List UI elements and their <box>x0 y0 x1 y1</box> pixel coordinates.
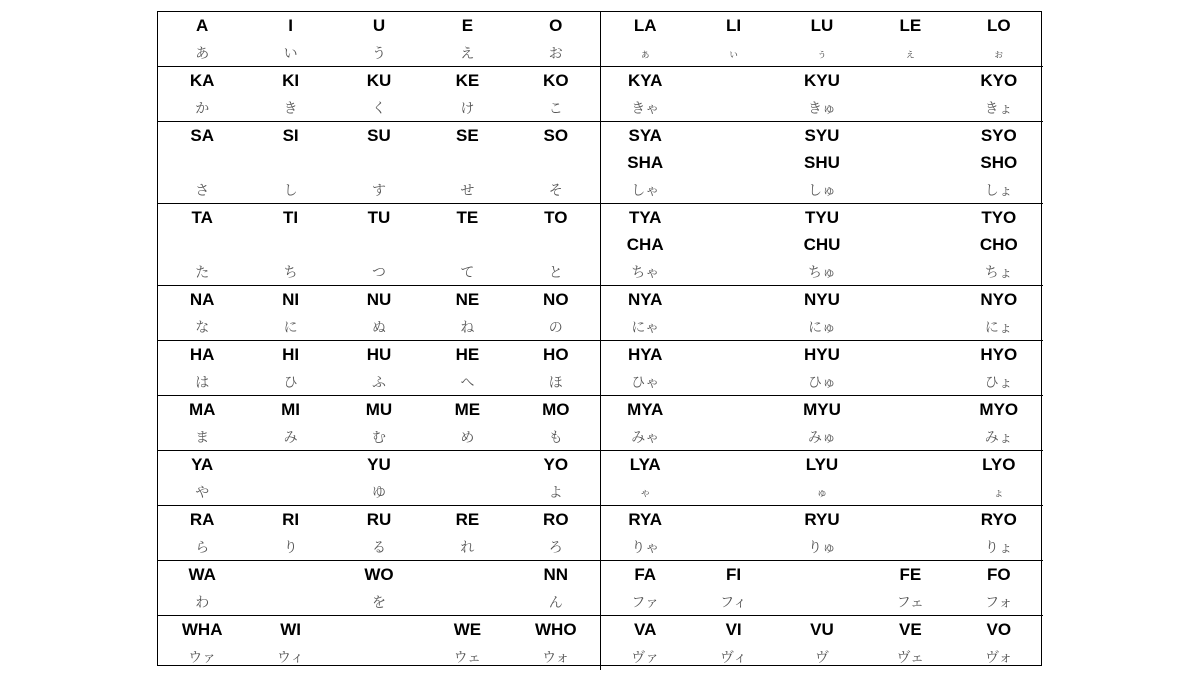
romaji-line <box>601 396 1043 423</box>
kana-cell: ゅ <box>816 485 828 499</box>
kana-cell: す <box>371 182 386 199</box>
romaji-cell: TI <box>283 207 299 227</box>
romaji-line <box>158 67 600 94</box>
row-group-right <box>601 204 1043 286</box>
kana-cell: ウェ <box>453 649 482 666</box>
romaji-line <box>601 506 1043 533</box>
romaji-cell: FO <box>986 564 1011 584</box>
kana-cell: ろ <box>548 539 563 556</box>
kana-cell: れ <box>460 539 475 556</box>
kana-cell: せ <box>460 182 475 199</box>
romaji-cell: SE <box>456 125 479 145</box>
romaji-cell: WI <box>280 619 301 639</box>
romaji-cell: HYU <box>804 344 840 364</box>
row-group-right <box>601 286 1043 341</box>
romaji-cell: FA <box>634 564 657 584</box>
romaji-cell: KI <box>282 70 300 90</box>
row-group-left <box>158 396 600 451</box>
romaji-cell: WE <box>453 619 482 639</box>
kana-cell: ぃ <box>728 46 740 60</box>
kana-line <box>601 643 1043 670</box>
kana-cell: と <box>548 264 563 281</box>
romaji-cell: TYA <box>628 207 662 227</box>
romaji-line <box>158 122 600 149</box>
kana-cell: に <box>283 319 298 336</box>
row-group-left <box>158 616 600 670</box>
romaji-cell: KYA <box>628 70 663 90</box>
kana-cell: さ <box>195 182 210 199</box>
romaji-cell: FI <box>726 564 742 584</box>
romaji-cell: WHA <box>181 619 223 639</box>
kana-cell: わ <box>195 594 210 611</box>
row-group-left <box>158 204 600 286</box>
row-group-right <box>601 12 1043 67</box>
kana-cell: にょ <box>984 319 1013 336</box>
kana-cell: あ <box>195 45 210 62</box>
romaji-cell: WO <box>364 564 394 584</box>
romaji-line <box>601 231 1043 258</box>
romaji-cell: TYU <box>804 207 839 227</box>
kana-cell: ね <box>460 319 475 336</box>
romaji-line <box>158 286 600 313</box>
kana-cell: しょ <box>984 182 1013 199</box>
kana-cell: な <box>195 319 210 336</box>
row-group-right <box>601 451 1043 506</box>
kana-line <box>601 423 1043 450</box>
kana-cell: フォ <box>985 594 1013 611</box>
kana-cell: う <box>371 45 386 62</box>
kana-line <box>601 313 1043 340</box>
romaji-cell: NI <box>282 289 300 309</box>
kana-cell: み <box>283 429 298 446</box>
row-group-right <box>601 616 1043 670</box>
kana-cell: みゃ <box>631 429 660 446</box>
romaji-cell: VE <box>899 619 922 639</box>
romaji-cell: YO <box>543 454 569 474</box>
kana-cell: ウァ <box>188 649 217 666</box>
romaji-line <box>601 451 1043 478</box>
row-group-left <box>158 286 600 341</box>
kana-line <box>601 478 1043 505</box>
romaji-cell: SYU <box>804 125 840 145</box>
table-right-half <box>601 12 1043 670</box>
kana-cell: く <box>371 100 386 117</box>
romaji-line <box>158 506 600 533</box>
romaji-cell: MYU <box>803 399 841 419</box>
romaji-cell: LE <box>899 15 922 35</box>
romaji-line <box>158 231 600 258</box>
kana-cell: や <box>195 484 210 501</box>
row-group-left <box>158 561 600 616</box>
romaji-cell: NN <box>543 564 569 584</box>
romaji-cell: RYO <box>980 509 1017 529</box>
kana-cell: ちゃ <box>631 264 660 281</box>
row-group-right <box>601 341 1043 396</box>
kana-cell: は <box>195 374 210 391</box>
romaji-cell: SYA <box>628 125 662 145</box>
kana-line <box>601 368 1043 395</box>
kana-line <box>158 94 600 121</box>
kana-cell: きゅ <box>807 100 836 117</box>
kana-cell: い <box>283 45 298 62</box>
romaji-cell: TE <box>456 207 479 227</box>
row-group-left <box>158 341 600 396</box>
romaji-line <box>158 341 600 368</box>
romaji-cell: RO <box>543 509 569 529</box>
romaji-cell: LYO <box>982 454 1016 474</box>
kana-cell: ぬ <box>371 319 386 336</box>
kana-cell: ウォ <box>542 649 570 666</box>
romaji-line <box>158 149 600 176</box>
romaji-cell: MYO <box>979 399 1019 419</box>
kana-cell: ん <box>548 594 563 611</box>
romaji-cell: NO <box>543 289 569 309</box>
romaji-cell: TO <box>544 207 568 227</box>
romaji-cell: WA <box>188 564 216 584</box>
row-group-right <box>601 67 1043 122</box>
kana-cell: よ <box>548 484 563 501</box>
kana-cell: ちゅ <box>807 264 836 281</box>
romaji-cell: SO <box>543 125 569 145</box>
kana-cell: ヴィ <box>720 649 748 666</box>
romaji-line <box>601 616 1043 643</box>
kana-cell: ら <box>195 539 210 556</box>
kana-line <box>601 588 1043 615</box>
kana-cell: ぁ <box>639 46 651 60</box>
kana-line <box>158 423 600 450</box>
romaji-cell: MU <box>365 399 393 419</box>
row-group-left <box>158 67 600 122</box>
romaji-cell: VI <box>725 619 742 639</box>
romaji-cell: NYA <box>628 289 663 309</box>
romaji-cell: NA <box>189 289 215 309</box>
romaji-cell: SHU <box>804 152 840 172</box>
kana-cell: ぅ <box>816 46 828 60</box>
kana-cell: ファ <box>631 594 660 611</box>
romaji-cell: NYU <box>804 289 840 309</box>
romaji-cell: LYU <box>805 454 839 474</box>
kana-cell: も <box>548 429 563 446</box>
kana-cell: ち <box>283 264 298 281</box>
romaji-cell: KYU <box>804 70 840 90</box>
romaji-cell: HYO <box>980 344 1018 364</box>
kana-cell: ちょ <box>984 264 1013 281</box>
romaji-cell: YA <box>191 454 214 474</box>
romaji-line <box>601 122 1043 149</box>
row-group-left <box>158 12 600 67</box>
kana-cell: り <box>283 539 298 556</box>
kana-cell: こ <box>548 100 563 117</box>
row-group-right <box>601 122 1043 204</box>
kana-cell: む <box>371 429 386 446</box>
romaji-cell: SI <box>282 125 299 145</box>
romaji-cell: SYO <box>980 125 1017 145</box>
row-group-left <box>158 506 600 561</box>
kana-cell: ひゃ <box>631 374 660 391</box>
kana-cell: た <box>195 264 210 281</box>
kana-cell: し <box>283 182 298 199</box>
kana-line <box>158 588 600 615</box>
romaji-cell: KE <box>455 70 480 90</box>
kana-cell: ひょ <box>984 374 1013 391</box>
romaji-cell: MI <box>281 399 301 419</box>
kana-line <box>158 643 600 670</box>
kana-cell: みゅ <box>807 429 836 446</box>
romaji-line <box>601 149 1043 176</box>
romaji-cell: RI <box>282 509 300 529</box>
kana-cell: しゃ <box>631 182 660 199</box>
kana-cell: ヴォ <box>985 649 1013 666</box>
row-group-left <box>158 122 600 204</box>
kana-cell: ヴァ <box>631 649 660 666</box>
kana-line <box>601 533 1043 560</box>
romaji-cell: HA <box>189 344 215 364</box>
kana-cell: しゅ <box>807 182 836 199</box>
romaji-cell: KO <box>543 70 569 90</box>
romaji-cell: HI <box>282 344 300 364</box>
kana-cell: ほ <box>548 374 563 391</box>
romaji-cell: I <box>288 15 293 35</box>
kana-cell: け <box>460 100 475 117</box>
kana-cell: ふ <box>371 374 386 391</box>
romaji-line <box>158 451 600 478</box>
romaji-cell: KYO <box>980 70 1018 90</box>
romaji-cell: LYA <box>629 454 661 474</box>
kana-romaji-table <box>157 11 1042 666</box>
romaji-cell: VU <box>810 619 834 639</box>
kana-cell: つ <box>371 264 386 281</box>
romaji-cell: RU <box>366 509 392 529</box>
kana-cell: か <box>195 100 210 117</box>
kana-cell: にゅ <box>808 319 836 336</box>
kana-cell: きゃ <box>631 100 660 117</box>
kana-cell: る <box>371 539 386 556</box>
romaji-line <box>601 286 1043 313</box>
kana-cell: りゅ <box>807 539 836 556</box>
romaji-cell: MYA <box>627 399 664 419</box>
kana-line <box>158 478 600 505</box>
romaji-cell: WHO <box>535 619 577 639</box>
kana-cell: ウィ <box>277 649 305 666</box>
romaji-cell: TU <box>367 207 391 227</box>
romaji-cell: KU <box>366 70 392 90</box>
kana-cell: め <box>460 429 475 446</box>
row-group-right <box>601 396 1043 451</box>
romaji-cell: KA <box>189 70 215 90</box>
kana-cell: ぇ <box>904 46 916 60</box>
romaji-line <box>601 561 1043 588</box>
romaji-cell: RA <box>189 509 215 529</box>
kana-line <box>158 176 600 203</box>
romaji-cell: E <box>461 15 474 35</box>
romaji-cell: LU <box>810 15 834 35</box>
kana-cell: きょ <box>984 100 1013 117</box>
romaji-cell: SHA <box>627 152 664 172</box>
romaji-cell: SU <box>367 125 391 145</box>
romaji-line <box>158 204 600 231</box>
row-group-left <box>158 451 600 506</box>
kana-cell: みょ <box>984 429 1013 446</box>
romaji-cell: VA <box>634 619 657 639</box>
romaji-cell: VO <box>986 619 1012 639</box>
kana-line <box>158 258 600 285</box>
kana-cell: フィ <box>720 594 748 611</box>
romaji-cell: RYU <box>804 509 840 529</box>
kana-line <box>601 39 1043 66</box>
kana-cell: ゆ <box>371 484 386 501</box>
romaji-line <box>601 12 1043 39</box>
row-group-right <box>601 506 1043 561</box>
romaji-line <box>601 204 1043 231</box>
kana-line <box>601 176 1043 203</box>
kana-cell: の <box>548 319 563 336</box>
kana-cell: そ <box>548 182 563 199</box>
romaji-cell: MO <box>542 399 570 419</box>
romaji-cell: SA <box>190 125 214 145</box>
romaji-cell: HU <box>366 344 392 364</box>
romaji-cell: ME <box>454 399 481 419</box>
romaji-cell: SHO <box>980 152 1018 172</box>
kana-line <box>158 368 600 395</box>
kana-cell: て <box>460 264 475 281</box>
romaji-cell: CHA <box>626 234 664 254</box>
kana-line <box>601 258 1043 285</box>
romaji-cell: RE <box>455 509 480 529</box>
kana-cell: ぉ <box>993 46 1005 60</box>
romaji-cell: A <box>196 15 209 35</box>
kana-cell: ゃ <box>639 485 651 499</box>
romaji-cell: NYO <box>980 289 1018 309</box>
kana-line <box>158 533 600 560</box>
kana-cell: にゃ <box>631 319 660 336</box>
kana-cell: ヴ <box>814 649 829 666</box>
kana-cell: りょ <box>984 539 1013 556</box>
kana-cell: き <box>283 100 298 117</box>
kana-cell: ひ <box>283 374 298 391</box>
kana-cell: フェ <box>896 594 925 611</box>
romaji-cell: TA <box>191 207 213 227</box>
kana-cell: へ <box>460 374 475 391</box>
romaji-cell: LO <box>986 15 1011 35</box>
row-group-right <box>601 561 1043 616</box>
kana-cell: お <box>548 45 563 62</box>
romaji-line <box>601 67 1043 94</box>
romaji-cell: NE <box>455 289 480 309</box>
romaji-cell: O <box>549 15 563 35</box>
kana-cell: ヴェ <box>896 649 925 666</box>
kana-cell: りゃ <box>631 539 660 556</box>
romaji-cell: CHO <box>979 234 1018 254</box>
romaji-cell: RYA <box>628 509 663 529</box>
romaji-line <box>158 561 600 588</box>
romaji-cell: HE <box>455 344 480 364</box>
kana-line <box>158 39 600 66</box>
kana-cell: ょ <box>993 485 1005 499</box>
romaji-cell: FE <box>899 564 922 584</box>
romaji-cell: NU <box>366 289 392 309</box>
romaji-cell: LA <box>633 15 657 35</box>
romaji-line <box>601 341 1043 368</box>
kana-cell: を <box>371 594 386 611</box>
romaji-cell: MA <box>188 399 216 419</box>
romaji-cell: TYO <box>981 207 1017 227</box>
kana-line <box>601 94 1043 121</box>
table-left-half <box>158 12 601 670</box>
kana-cell: え <box>460 45 475 62</box>
romaji-cell: YU <box>367 454 391 474</box>
kana-cell: ひゅ <box>807 374 836 391</box>
kana-cell: ま <box>195 429 210 446</box>
kana-line <box>158 313 600 340</box>
romaji-cell: HYA <box>628 344 663 364</box>
romaji-cell: CHU <box>803 234 841 254</box>
romaji-line <box>158 12 600 39</box>
romaji-cell: HO <box>543 344 569 364</box>
romaji-line <box>158 396 600 423</box>
romaji-cell: U <box>372 15 386 35</box>
romaji-cell: LI <box>726 15 742 35</box>
romaji-line <box>158 616 600 643</box>
